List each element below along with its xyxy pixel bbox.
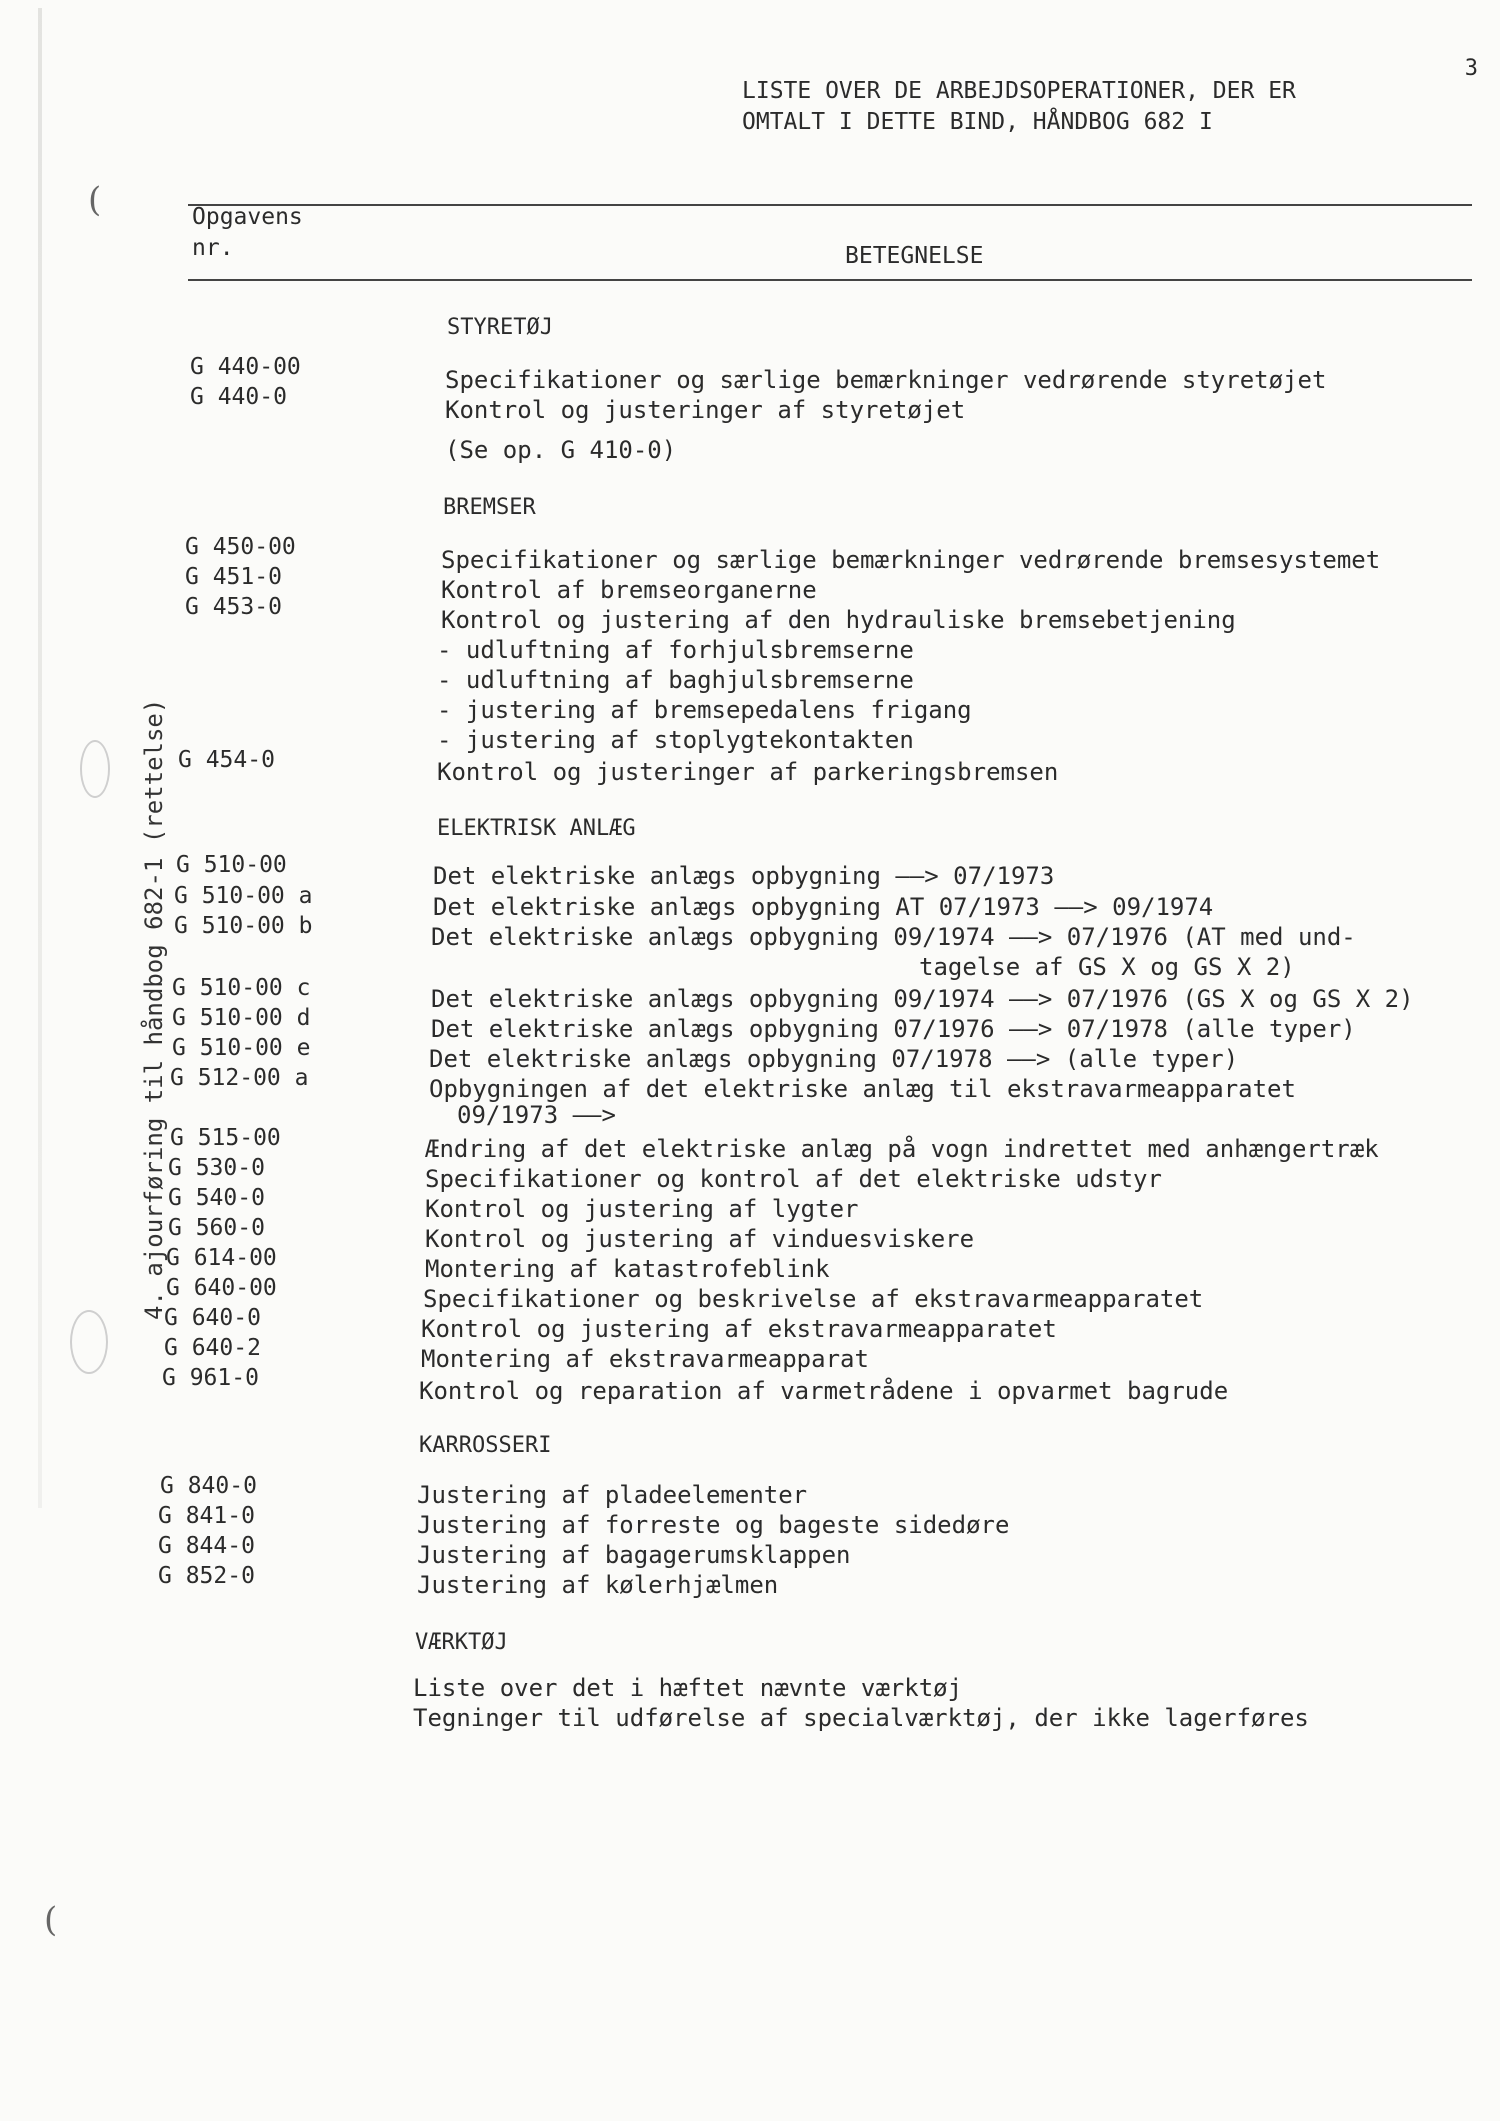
task-description-continued: tagelse af GS X og GS X 2)	[919, 953, 1295, 981]
task-code: G 510-00 d	[172, 1005, 311, 1031]
column-header-nr	[192, 202, 303, 264]
task-description: Specifikationer og særlige bemærkninger vedrørende bremsesystemet	[441, 546, 1381, 574]
task-description-continued: 09/1973 ——>	[457, 1101, 616, 1129]
task-description: Liste over det i hæftet nævnte værktøj	[413, 1674, 963, 1702]
section-title-styretoej: STYRETØJ	[447, 315, 553, 340]
task-description: Det elektriske anlægs opbygning 07/1976 ——> 07/1978 (alle typer)	[431, 1015, 1356, 1043]
task-description: Justering af pladeelementer	[417, 1481, 808, 1509]
task-code: G 961-0	[162, 1365, 259, 1391]
punch-hole-mark	[80, 740, 110, 798]
title-line: OMTALT I DETTE BIND, HÅNDBOG 682 I	[742, 109, 1213, 135]
task-code: G 512-00 a	[170, 1065, 309, 1091]
task-note: (Se op. G 410-0)	[445, 436, 677, 464]
task-code: G 844-0	[158, 1533, 255, 1559]
task-code: G 510-00	[176, 852, 287, 878]
task-code: G 640-2	[164, 1335, 261, 1361]
task-code: G 450-00	[185, 534, 296, 560]
task-subitem: - justering af bremsepedalens frigang	[437, 696, 972, 724]
task-description: Montering af ekstravarmeapparat	[421, 1345, 869, 1373]
document-title	[742, 76, 1296, 138]
table-header-rule	[188, 279, 1472, 281]
task-code: G 451-0	[185, 564, 282, 590]
section-title-vaerktoej: VÆRKTØJ	[415, 1630, 508, 1655]
task-description: Justering af bagagerumsklappen	[417, 1541, 851, 1569]
task-description: Det elektriske anlægs opbygning 07/1978 ——> (alle typer)	[429, 1045, 1239, 1073]
task-code: G 560-0	[168, 1215, 265, 1241]
margin-bracket-mark: (	[88, 180, 102, 220]
table-top-rule	[188, 204, 1472, 206]
task-code: G 453-0	[185, 594, 282, 620]
section-title-karrosseri: KARROSSERI	[419, 1433, 552, 1458]
task-description: Kontrol og justering af ekstravarmeapparatet	[421, 1315, 1057, 1343]
task-description: Det elektriske anlægs opbygning AT 07/1973 ——> 09/1974	[433, 893, 1214, 921]
task-description: Justering af forreste og bageste sidedøre	[417, 1511, 1010, 1539]
task-description: Montering af katastrofeblink	[425, 1255, 830, 1283]
task-code: G 440-00	[190, 354, 301, 380]
task-code: G 852-0	[158, 1563, 255, 1589]
column-header-betegnelse: BETEGNELSE	[845, 243, 984, 269]
task-description: Det elektriske anlægs opbygning 09/1974 ——> 07/1976 (GS X og GS X 2)	[431, 985, 1414, 1013]
task-code: G 454-0	[178, 747, 275, 773]
task-description: Justering af kølerhjælmen	[417, 1571, 779, 1599]
page-edge-shadow	[38, 8, 42, 1508]
punch-hole-mark	[70, 1310, 108, 1374]
column-header-nr-line: Opgavens	[192, 204, 303, 230]
task-description: Det elektriske anlægs opbygning ——> 07/1973	[433, 862, 1055, 890]
task-description: Specifikationer og kontrol af det elektriske udstyr	[425, 1165, 1162, 1193]
margin-bracket-mark: (	[44, 1900, 58, 1940]
section-title-bremser: BREMSER	[443, 495, 536, 520]
task-description: Kontrol af bremseorganerne	[441, 576, 817, 604]
task-code: G 640-0	[164, 1305, 261, 1331]
task-description: Kontrol og justering af lygter	[425, 1195, 859, 1223]
task-description: Ændring af det elektriske anlæg på vogn indrettet med anhængertræk	[425, 1135, 1379, 1163]
column-header-nr-line: nr.	[192, 235, 234, 261]
task-description: Specifikationer og beskrivelse af ekstravarmeapparatet	[423, 1285, 1204, 1313]
task-code: G 530-0	[168, 1155, 265, 1181]
task-description: Det elektriske anlægs opbygning 09/1974 ——> 07/1976 (AT med und-	[431, 923, 1356, 951]
task-code: G 841-0	[158, 1503, 255, 1529]
task-code: G 510-00 c	[172, 975, 311, 1001]
task-description: Kontrol og justeringer af parkeringsbremsen	[437, 758, 1059, 786]
task-code: G 614-00	[166, 1245, 277, 1271]
task-subitem: - justering af stoplygtekontakten	[437, 726, 914, 754]
task-code: G 510-00 a	[174, 883, 313, 909]
task-code: G 510-00 e	[172, 1035, 311, 1061]
task-description: Kontrol og justering af den hydrauliske bremsebetjening	[441, 606, 1236, 634]
task-code: G 510-00 b	[174, 913, 313, 939]
task-description: Kontrol og justering af vinduesviskere	[425, 1225, 975, 1253]
side-note-update: 4. ajourføring til håndbog 682-1 (rettelse)	[140, 698, 168, 1320]
task-subitem: - udluftning af forhjulsbremserne	[437, 636, 914, 664]
task-code: G 640-00	[166, 1275, 277, 1301]
task-description: Opbygningen af det elektriske anlæg til ekstravarmeapparatet	[429, 1075, 1296, 1103]
title-line: LISTE OVER DE ARBEJDSOPERATIONER, DER ER	[742, 78, 1296, 104]
page-number: 3	[1464, 56, 1478, 81]
task-code: G 540-0	[168, 1185, 265, 1211]
task-code: G 515-00	[170, 1125, 281, 1151]
task-description: Kontrol og reparation af varmetrådene i opvarmet bagrude	[419, 1377, 1229, 1405]
section-title-elektrisk-anlaeg: ELEKTRISK ANLÆG	[437, 816, 636, 841]
task-description: Kontrol og justeringer af styretøjet	[445, 396, 966, 424]
task-subitem: - udluftning af baghjulsbremserne	[437, 666, 914, 694]
task-code: G 440-0	[190, 384, 287, 410]
task-description: Tegninger til udførelse af specialværktøj, der ikke lagerføres	[413, 1704, 1309, 1732]
task-code: G 840-0	[160, 1473, 257, 1499]
task-description: Specifikationer og særlige bemærkninger vedrørende styretøjet	[445, 366, 1327, 394]
